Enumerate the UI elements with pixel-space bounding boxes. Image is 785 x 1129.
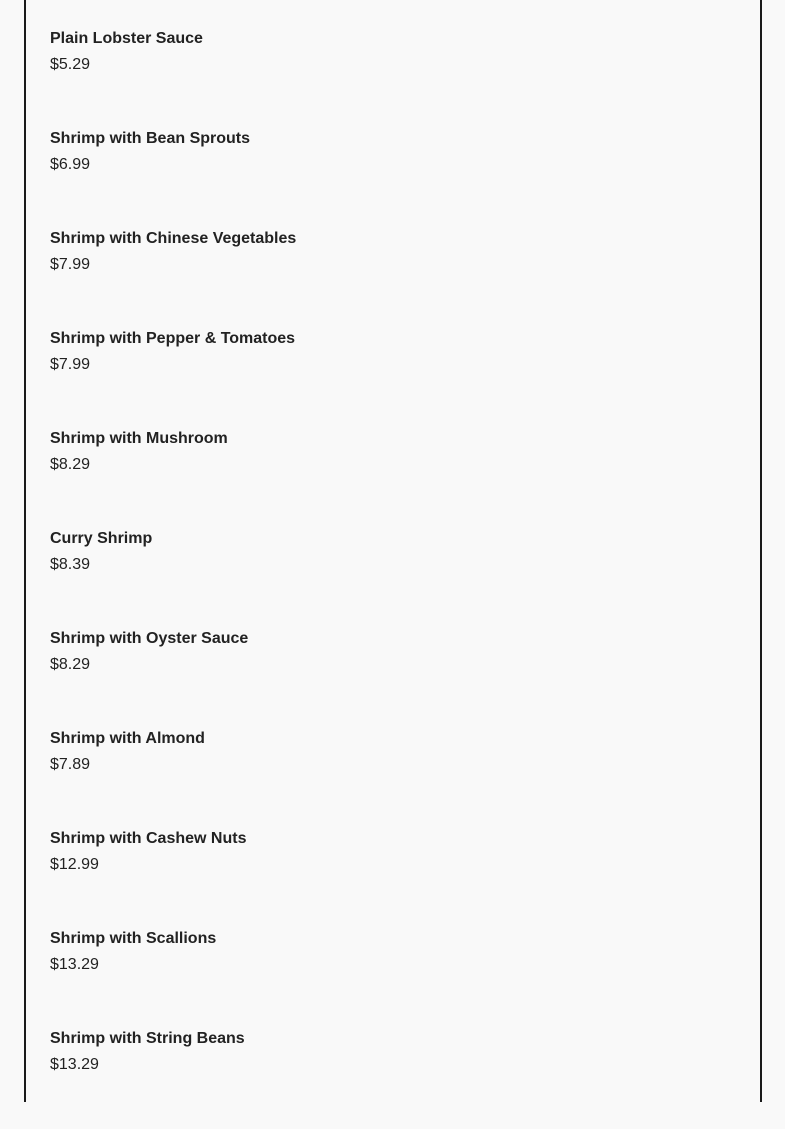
item-price: $13.29 [50, 956, 99, 973]
item-name: Shrimp with Chinese Vegetables [50, 230, 297, 247]
menu-item[interactable] [50, 1029, 296, 1129]
menu-item[interactable] [50, 429, 296, 529]
item-name: Shrimp with String Beans [50, 1030, 245, 1047]
item-name: Plain Lobster Sauce [50, 30, 203, 47]
item-price: $8.39 [50, 556, 91, 573]
item-price: $8.29 [50, 456, 91, 473]
item-price: $7.99 [50, 256, 91, 273]
item-price: $5.29 [50, 56, 91, 73]
menu-panel [24, 0, 762, 1102]
menu-list [50, 29, 296, 1129]
item-name: Shrimp with Pepper & Tomatoes [50, 330, 296, 347]
item-price: $13.29 [50, 1056, 99, 1073]
item-price: $12.99 [50, 856, 99, 873]
menu-item[interactable] [50, 829, 296, 929]
menu-item[interactable] [50, 229, 296, 329]
item-name: Shrimp with Oyster Sauce [50, 630, 249, 647]
menu-item[interactable] [50, 29, 296, 129]
menu-item[interactable] [50, 929, 296, 1029]
item-price: $6.99 [50, 156, 91, 173]
item-price: $8.29 [50, 656, 91, 673]
item-name: Shrimp with Almond [50, 730, 205, 747]
menu-item[interactable] [50, 629, 296, 729]
item-name: Shrimp with Scallions [50, 930, 217, 947]
item-price: $7.89 [50, 756, 91, 773]
item-price: $7.99 [50, 356, 91, 373]
item-name: Curry Shrimp [50, 530, 153, 547]
item-name: Shrimp with Bean Sprouts [50, 130, 251, 147]
menu-item[interactable] [50, 529, 296, 629]
menu-item[interactable] [50, 329, 296, 429]
item-name: Shrimp with Cashew Nuts [50, 830, 247, 847]
item-name: Shrimp with Mushroom [50, 430, 228, 447]
menu-item[interactable] [50, 129, 296, 229]
menu-item[interactable] [50, 729, 296, 829]
